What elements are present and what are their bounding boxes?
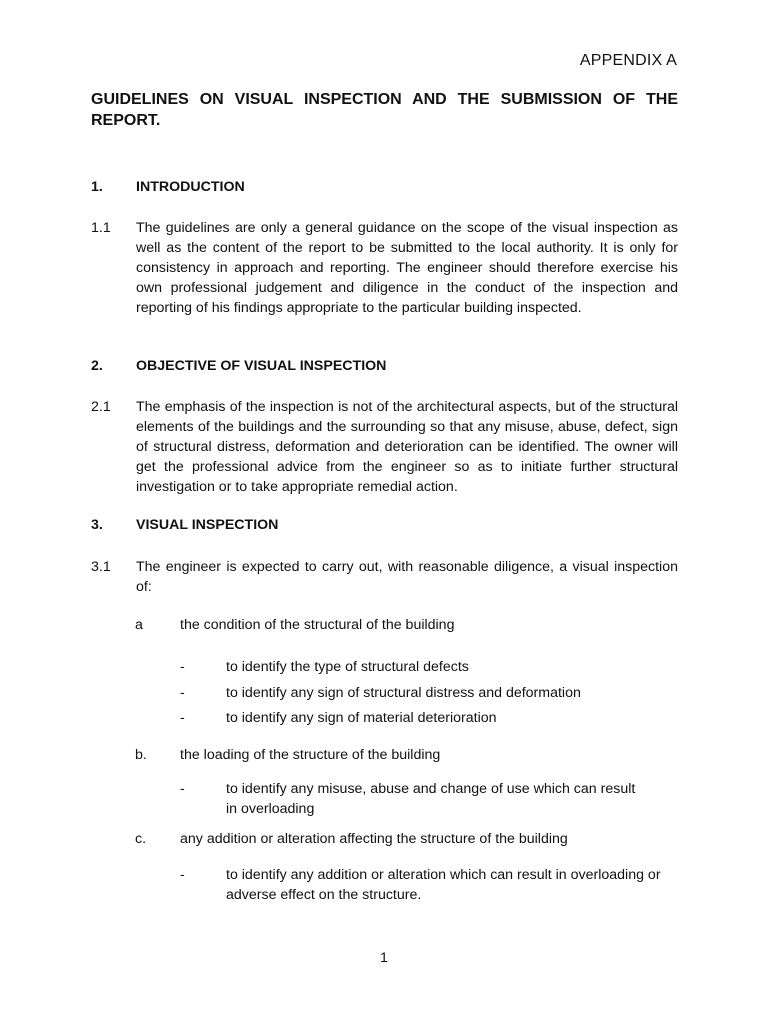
paragraph-number: 3.1 — [91, 559, 111, 575]
bullet-dash: - — [180, 685, 185, 701]
appendix-label: APPENDIX A — [579, 52, 677, 69]
paragraph-text: The emphasis of the inspection is not of the architectural aspects, but of the structural elements of the buildings and the surrounding so that any misuse, abuse, defect, sign of structural distress, deformation and deterioration can be identified. The owner will get the professional advice from the engineer so as to initiate further structural investigation or to take appropriate remedial action. — [136, 399, 678, 495]
section-title: VISUAL INSPECTION — [136, 517, 279, 533]
section-number: 3. — [91, 517, 103, 533]
list-item-label: a — [135, 617, 143, 633]
document-title: GUIDELINES ON VISUAL INSPECTION AND THE SUBMISSION OF THE REPORT. — [91, 91, 678, 129]
list-item-text: the condition of the structural of the building — [180, 617, 455, 633]
bullet-dash: - — [180, 781, 185, 797]
paragraph-text: The guidelines are only a general guidance on the scope of the visual inspection as well as the content of the report to be submitted to the local authority. It is only for consistency in approach and reporting. The engineer should therefore exercise his own professional judgement and diligence in the conduct of the inspection and reporting of his findings appropriate to the particular building inspected. — [136, 220, 678, 316]
bullet-dash: - — [180, 710, 185, 726]
bullet-dash: - — [180, 867, 185, 883]
bullet-text: to identify any sign of structural distress and deformation — [226, 685, 581, 701]
section-title: OBJECTIVE OF VISUAL INSPECTION — [136, 358, 387, 374]
bullet-text: to identify any addition or alteration which can result in overloading or adverse effect on the structure. — [226, 867, 661, 903]
bullet-dash: - — [180, 659, 185, 675]
list-item-label: c. — [135, 831, 147, 847]
section-number: 2. — [91, 358, 103, 374]
section-number: 1. — [91, 179, 103, 195]
list-item-label: b. — [135, 747, 147, 763]
paragraph-number: 1.1 — [91, 220, 111, 236]
section-title: INTRODUCTION — [136, 179, 245, 195]
bullet-text: to identify any sign of material deterioration — [226, 710, 497, 726]
paragraph-text: The engineer is expected to carry out, with reasonable diligence, a visual inspection of: — [136, 559, 678, 595]
page-number: 1 — [380, 950, 388, 966]
bullet-text: to identify any misuse, abuse and change of use which can result in overloading — [226, 781, 636, 817]
paragraph-number: 2.1 — [91, 399, 111, 415]
bullet-text: to identify the type of structural defects — [226, 659, 469, 675]
list-item-text: the loading of the structure of the building — [180, 747, 441, 763]
list-item-text: any addition or alteration affecting the structure of the building — [180, 831, 568, 847]
